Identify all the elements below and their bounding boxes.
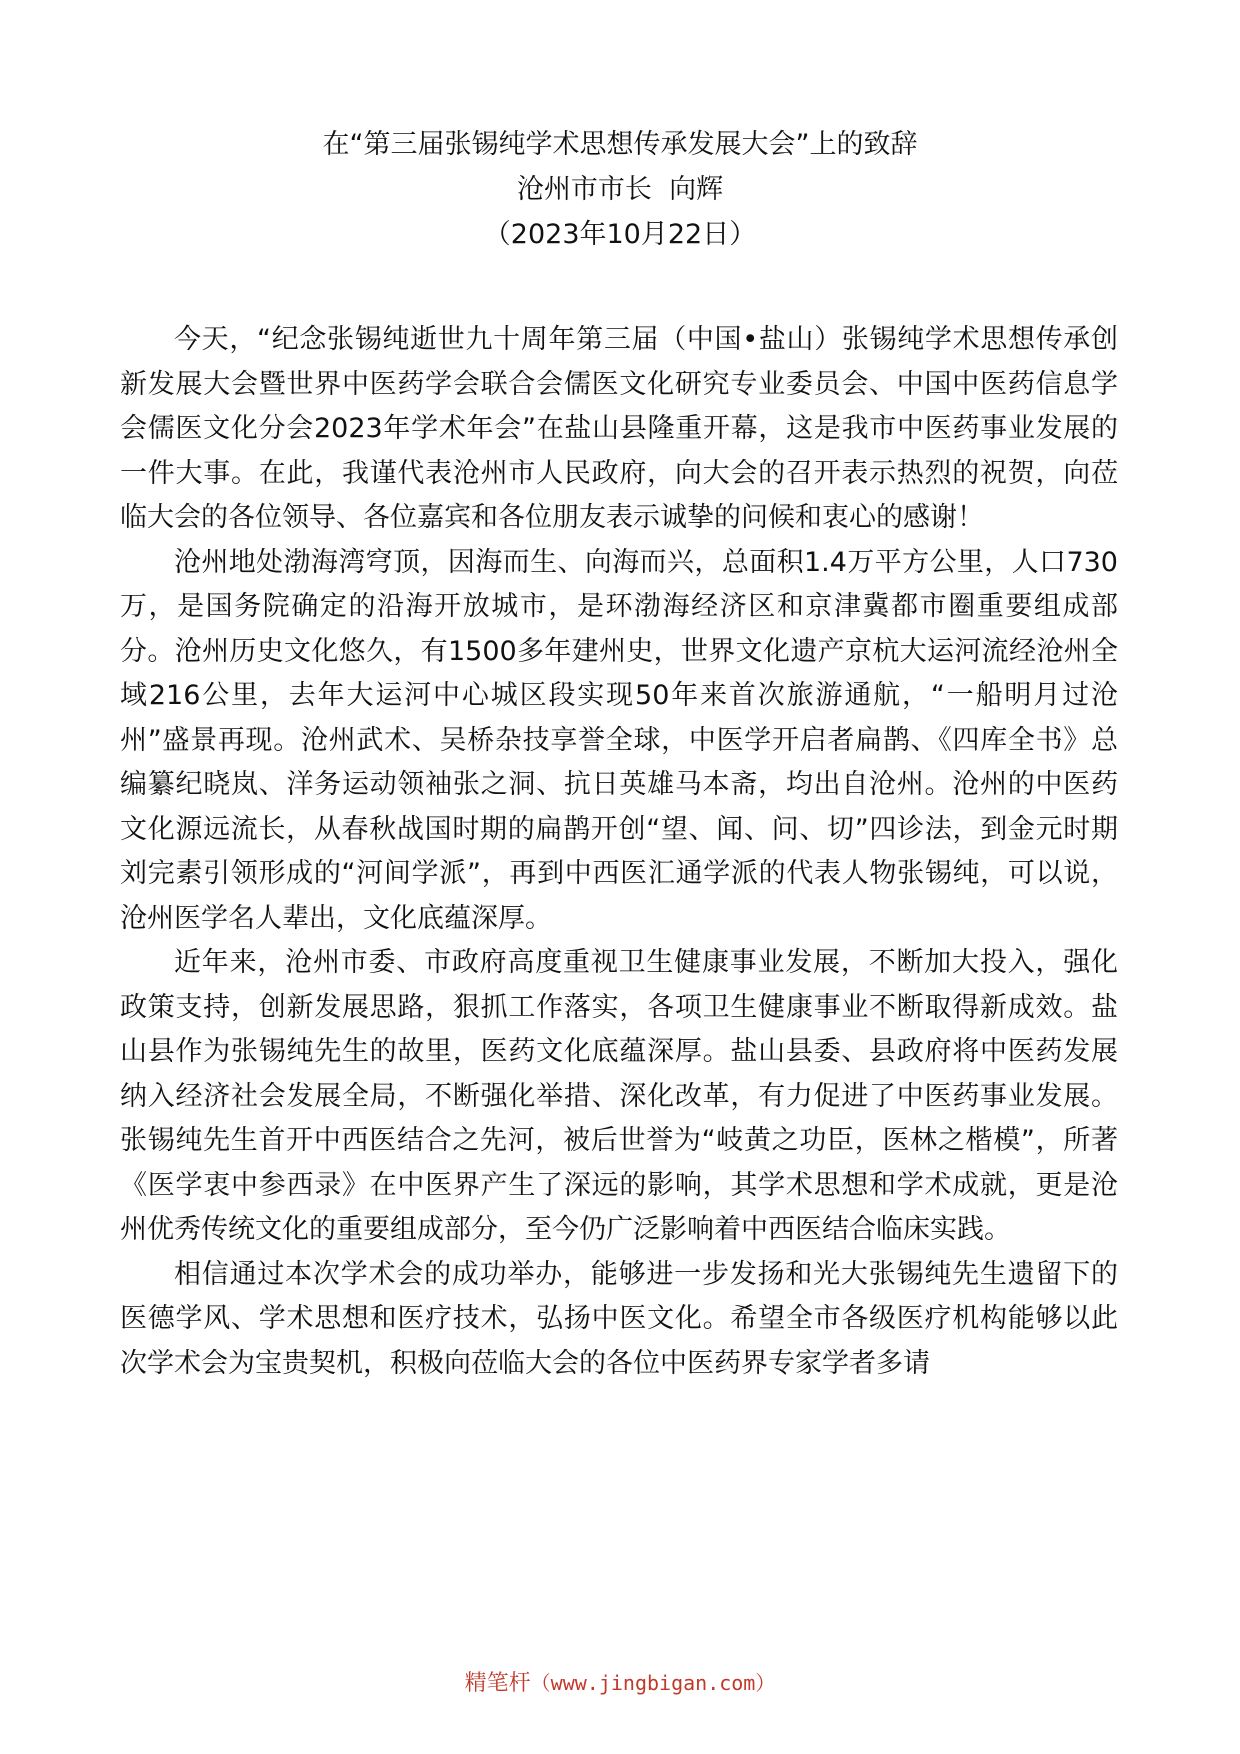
paragraph-1: 今天，“纪念张锡纯逝世九十周年第三届（中国•盐山）张锡纯学术思想传承创新发展大会暨世界中医药学会联合会儒医文化研究专业委员会、中国中医药信息学会儒医文化分会2023年学术年会”在盐山县隆重开幕，这是我市中医药事业发展的一件大事。在此，我谨代表沧州市人民政府，向大会的召开表示热烈的祝贺，向莅临大会的各位领导、各位嘉宾和各位朋友表示诚挚的问候和衷心的感谢！ xyxy=(120,324,1118,533)
paragraph-4: 相信通过本次学术会的成功举办，能够进一步发扬和光大张锡纯先生遗留下的医德学风、学术思想和医疗技术，弘扬中医文化。希望全市各级医疗机构能够以此次学术会为宝贵契机，积极向莅临大会的各位中医药界专家学者多请 xyxy=(120,1258,1118,1379)
document-title: 在“第三届张锡纯学术思想传承发展大会”上的致辞 xyxy=(322,129,918,160)
watermark-footer xyxy=(0,1668,1240,1699)
paragraph-2: 沧州地处渤海湾穹顶，因海而生、向海而兴，总面积1.4万平方公里，人口730万，是国务院确定的沿海开放城市，是环渤海经济区和京津冀都市圈重要组成部分。沧州历史文化悠久，有1500多年建州史，世界文化遗产京杭大运河流经沧州全域216公里，去年大运河中心城区段实现50年来首次旅游通航，“一船明月过沧州”盛景再现。沧州武术、吴桥杂技享誉全球，中医学开启者扁鹊、《四库全书》总编纂纪晓岚、洋务运动领袖张之洞、抗日英雄马本斋，均出自沧州。沧州的中医药文化源远流长，从春秋战国时期的扁鹊开创“望、闻、问、切”四诊法，到金元时期刘完素引领形成的“河间学派”，再到中西医汇通学派的代表人物张锡纯，可以说，沧州医学名人辈出，文化底蕴深厚。 xyxy=(120,546,1118,934)
document-author: 沧州市市长 向辉 xyxy=(516,174,724,205)
footer-site-url[interactable]: （www.jingbigan.com） xyxy=(530,1671,776,1695)
document-date: （2023年10月22日） xyxy=(483,219,757,250)
paragraph-3: 近年来，沧州市委、市政府高度重视卫生健康事业发展，不断加大投入，强化政策支持，创新发展思路，狠抓工作落实，各项卫生健康事业不断取得新成效。盐山县作为张锡纯先生的故里，医药文化底蕴深厚。盐山县委、县政府将中医药发展纳入经济社会发展全局，不断强化举措、深化改革，有力促进了中医药事业发展。张锡纯先生首开中西医结合之先河，被后世誉为“岐黄之功臣，医林之楷模”，所著《医学衷中参西录》在中医界产生了深远的影响，其学术思想和学术成就，更是沧州优秀传统文化的重要组成部分，至今仍广泛影响着中西医结合临床实践。 xyxy=(120,947,1118,1245)
document-header xyxy=(120,122,1120,257)
document-body xyxy=(120,318,1118,1386)
footer-site-name: 精笔杆 xyxy=(464,1671,531,1696)
